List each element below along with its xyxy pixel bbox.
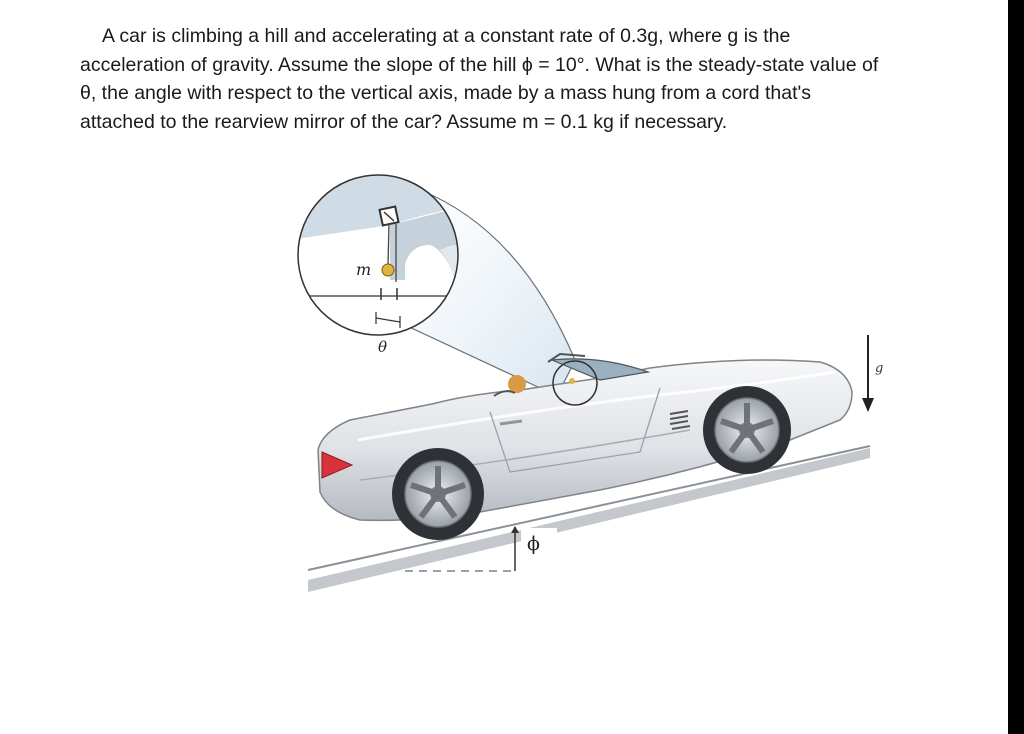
problem-statement: A car is climbing a hill and accelerating at a constant rate of 0.3g, where g is the acceleration of gravity. Assume the slope of the hill ϕ = 10°. What is the steady-state value of θ, the angle with respect to the vertical axis, made by a mass hung from a cord that's attached to the rearview mirror of the car? Assume m = 0.1 kg if necessary. [80,25,879,133]
hanging-mass [382,264,394,276]
screen-edge [1008,0,1024,734]
mass-label: m [356,260,372,279]
gravity-arrow [862,335,883,412]
rear-wheel [392,448,484,540]
theta-label: θ [378,338,388,356]
phi-label: ϕ [527,533,540,555]
gravity-label: g [875,361,884,376]
driver-head [508,375,526,393]
front-wheel [703,386,791,474]
